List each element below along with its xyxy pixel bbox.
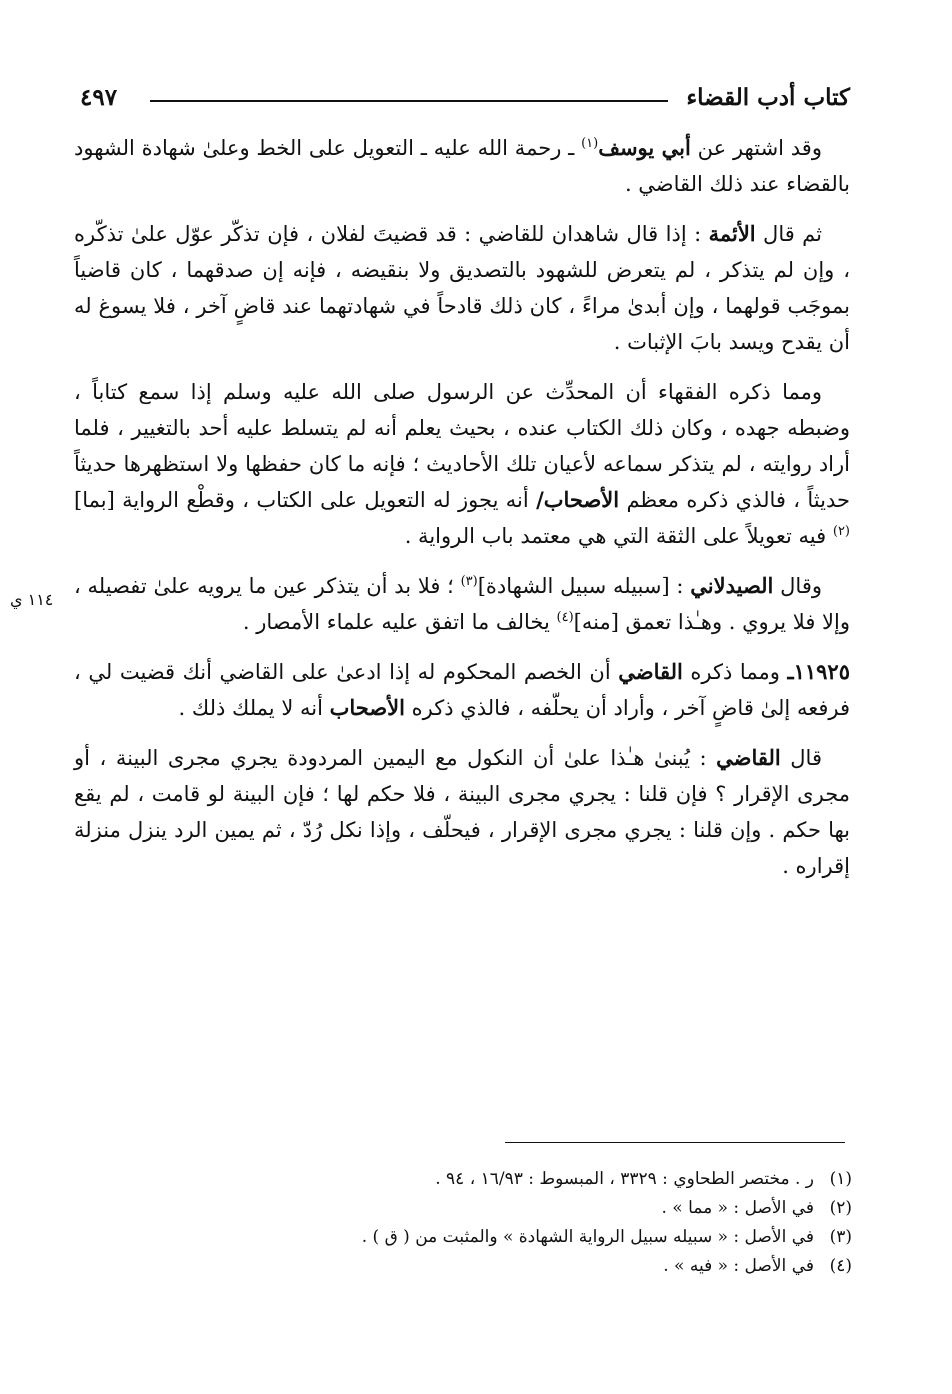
bold-name: الأصحاب — [329, 695, 405, 720]
text-run: قال — [780, 746, 822, 770]
paragraph-number: ١١٩٢٥ـ — [787, 659, 850, 684]
bold-name: أبي يوسف — [598, 135, 691, 160]
page-number: ٤٩٧ — [80, 84, 118, 111]
footnote-text: في الأصل : « سبيله سبيل الرواية الشهادة » والمثبت من ( ق ) . — [361, 1227, 814, 1247]
footnote-number: (٣) — [829, 1227, 852, 1247]
text-run: وقال — [773, 574, 822, 598]
footnote-separator — [505, 1142, 845, 1143]
paragraph-4 — [74, 568, 850, 640]
text-run: ثم قال — [755, 222, 822, 246]
footnote-number: (٤) — [829, 1256, 852, 1276]
paragraph-5 — [74, 654, 850, 726]
footnote-number: (٢) — [829, 1198, 852, 1218]
book-title: كتاب أدب القضاء — [686, 84, 850, 111]
footnote-item — [252, 1223, 852, 1252]
paragraph-6 — [74, 740, 850, 884]
text-run: يخالف ما اتفق عليه علماء الأمصار . — [242, 610, 557, 634]
text-run: : إذا قال شاهدان للقاضي : قد قضيتَ لفلان ، فإن تذكّر عوّل علىٰ تذكّره ، وإن لم يتذكر ، لم يتعرض للشهود بالتصديق ولا بنقيضه ، فإنه إن صدقهما ، كان قاضياً بموجَب قولهما ، وإن أبدىٰ مراءً ، كان ذلك قادحاً في شهادتهما عند قاضٍ آخر ، فلا يسوغ له أن يقدح ويسد بابَ الإثبات . — [74, 222, 850, 354]
footnote-text: في الأصل : « مما » . — [661, 1198, 814, 1218]
text-run: ومما ذكره الفقهاء أن المحدِّث عن الرسول صلى الله عليه وسلم إذا سمع كتاباً ، وضبطه جهده ، وكان ذلك الكتاب عنده ، بحيث يعلم أنه لم يتسلط عليه أحد بالتغيير ، فلما أراد روايته ، لم يتذكر سماعه لأعيان تلك الأحاديث ؛ فإنه ما كان حفظها ولا استظهرها حديثاً حديثاً ، فالذي ذكره معظم — [74, 380, 850, 512]
footnotes — [252, 1165, 852, 1281]
paragraph-1 — [74, 130, 850, 202]
margin-folio-note: ١١٤ ي — [10, 590, 54, 609]
footnote-text: في الأصل : « فيه » . — [663, 1256, 814, 1276]
text-run: أنه يجوز له التعويل على الكتاب ، وقطْع الرواية [بما] — [74, 488, 537, 512]
running-header — [80, 78, 850, 118]
header-rule — [150, 100, 668, 102]
footnote-ref: (٤) — [556, 610, 574, 625]
bold-name: الأئمة — [708, 221, 756, 246]
bold-name: القاضي — [618, 659, 683, 684]
text-run: أن الخصم المحكوم له إذا ادعىٰ على القاضي أنك قضيت لي ، فرفعه إلىٰ قاضٍ آخر ، وأراد أن يحلّفه ، فالذي ذكره — [74, 660, 850, 720]
text-run: ومما ذكره — [682, 660, 788, 684]
text-run: فيه تعويلاً على الثقة التي هي معتمد باب الرواية . — [404, 524, 833, 548]
footnote-ref: (٢) — [832, 524, 850, 539]
text-run: ؛ فلا بد أن يتذكر عين ما يرويه علىٰ تفصيله ، وإلا فلا يروي . وهـٰذا تعمق [منه] — [74, 574, 850, 634]
text-run: : يُبنىٰ هـٰذا علىٰ أن النكول مع اليمين المردودة يجري مجرى البينة ، أو مجرى الإقرار ؟ فإن قلنا : يجري مجرى البينة ، فلا حكم لها ؛ فإن البينة لو قامت ، لم يقع بها حكم . وإن قلنا : يجري مجرى الإقرار ، فيحلّف ، وإذا نكل رُدّ ، ثم يمين الرد ينزل منزلة إقراره . — [74, 746, 850, 878]
footnote-ref: (٣) — [460, 574, 478, 589]
footnote-text: ر . مختصر الطحاوي : ٣٣٢٩ ، المبسوط : ١٦/٩٣ ، ٩٤ . — [435, 1169, 814, 1189]
text-run: ـ رحمة الله عليه ـ التعويل على الخط وعلىٰ شهادة الشهود بالقضاء عند ذلك القاضي . — [74, 136, 850, 196]
text-run: وقد اشتهر عن — [690, 136, 822, 160]
footnote-ref: (١) — [581, 136, 599, 151]
footnote-item — [252, 1252, 852, 1281]
text-run: : [سبيله سبيل الشهادة] — [477, 574, 691, 598]
bold-name: القاضي — [716, 745, 781, 770]
main-text — [74, 130, 850, 898]
footnote-number: (١) — [829, 1169, 852, 1189]
bold-name: الأصحاب/ — [536, 487, 620, 512]
bold-name: الصيدلاني — [690, 573, 774, 598]
paragraph-3 — [74, 374, 850, 554]
footnote-item — [252, 1165, 852, 1194]
paragraph-2 — [74, 216, 850, 360]
text-run: أنه لا يملك ذلك . — [178, 696, 330, 720]
footnote-item — [252, 1194, 852, 1223]
